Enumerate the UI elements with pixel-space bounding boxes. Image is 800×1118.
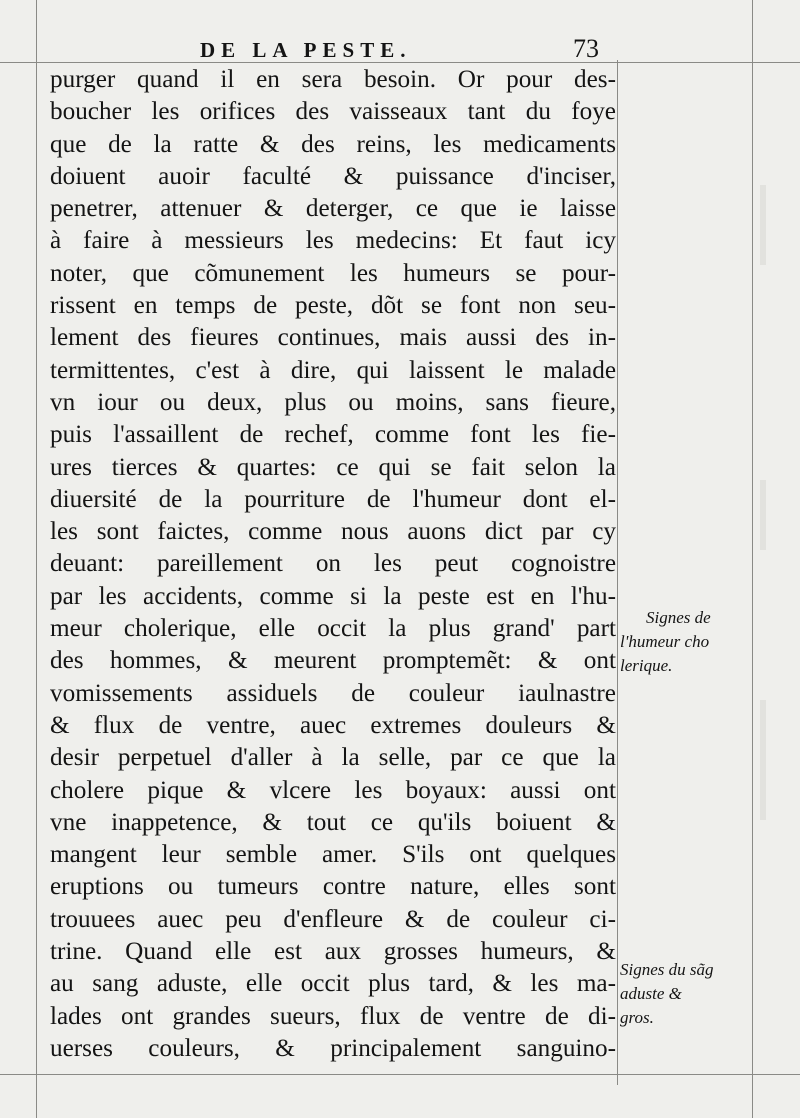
footer-rule xyxy=(0,1074,800,1075)
margin-note-line: lerique. xyxy=(620,656,673,675)
text-column-rule xyxy=(617,60,618,1085)
text-line: termittentes, c'est à dire, qui laissent le malade xyxy=(50,356,616,384)
text-line: penetrer, attenuer & deterger, ce que ie laisse xyxy=(50,195,616,223)
text-line: deuant: pareillement on les peut cognoistre xyxy=(50,550,616,578)
running-title: DE LA PESTE. xyxy=(200,38,412,62)
text-line: boucher les orifices des vaisseaux tant du foye xyxy=(50,98,616,126)
margin-note-aduste-blood xyxy=(620,958,750,1030)
text-line: diuersité de la pourriture de l'humeur dont el- xyxy=(50,485,616,513)
margin-note-line: aduste & xyxy=(620,984,682,1003)
text-line: au sang aduste, elle occit plus tard, & les ma- xyxy=(50,970,616,998)
text-line: rissent en temps de peste, dõt se font non seu- xyxy=(50,292,616,320)
text-line: les sont faictes, comme nous auons dict par cy xyxy=(50,518,616,546)
margin-note-line: Signes de xyxy=(646,608,711,627)
text-line: vne inappetence, & tout ce qu'ils boiuent & xyxy=(50,808,616,836)
text-line: vomissements assiduels de couleur iaulnastre xyxy=(50,679,616,707)
page-number: 73 xyxy=(573,34,599,63)
text-line: doiuent auoir faculté & puissance d'inciser, xyxy=(50,162,616,190)
text-line: meur cholerique, elle occit la plus grand' part xyxy=(50,615,616,643)
text-line: trouuees auec peu d'enfleure & de couleur ci- xyxy=(50,905,616,933)
margin-note-line: gros. xyxy=(620,1008,654,1027)
left-rule xyxy=(36,0,37,1118)
text-line: ures tierces & quartes: ce qui se fait selon la xyxy=(50,453,616,481)
text-line: purger quand il en sera besoin. Or pour des- xyxy=(50,66,616,93)
text-line: puis l'assaillent de rechef, comme font les fie- xyxy=(50,421,616,449)
text-line: des hommes, & meurent promptemẽt: & ont xyxy=(50,647,616,675)
margin-note-line: Signes du sãg xyxy=(620,960,714,979)
text-line: noter, que cõmunement les humeurs se pour- xyxy=(50,259,616,287)
text-line: desir perpetuel d'aller à la selle, par ce que la xyxy=(50,744,616,772)
margin-note-line: l'humeur cho xyxy=(620,632,710,651)
text-line: lades ont grandes sueurs, flux de ventre de di- xyxy=(50,1002,616,1030)
margin-note-choleric xyxy=(620,606,750,678)
text-line: & flux de ventre, auec extremes douleurs & xyxy=(50,711,616,739)
text-line: que de la ratte & des reins, les medicaments xyxy=(50,130,616,158)
text-line: à faire à messieurs les medecins: Et faut icy xyxy=(50,227,616,255)
body-text xyxy=(50,64,616,1065)
bleed-through-mark xyxy=(760,480,800,550)
text-line: vn iour ou deux, plus ou moins, sans fieure, xyxy=(50,388,616,416)
right-rule xyxy=(752,0,753,1118)
bleed-through-mark xyxy=(760,700,800,820)
text-line: lement des fieures continues, mais aussi des in- xyxy=(50,324,616,352)
bleed-through-mark xyxy=(760,185,800,265)
text-line: eruptions ou tumeurs contre nature, elles sont xyxy=(50,873,616,901)
text-line: trine. Quand elle est aux grosses humeurs, & xyxy=(50,938,616,966)
text-line: mangent leur semble amer. S'ils ont quelques xyxy=(50,841,616,869)
text-line: par les accidents, comme si la peste est en l'hu- xyxy=(50,582,616,610)
text-line: cholere pique & vlcere les boyaux: aussi ont xyxy=(50,776,616,804)
text-line: uerses couleurs, & principalement sanguino- xyxy=(50,1034,616,1062)
